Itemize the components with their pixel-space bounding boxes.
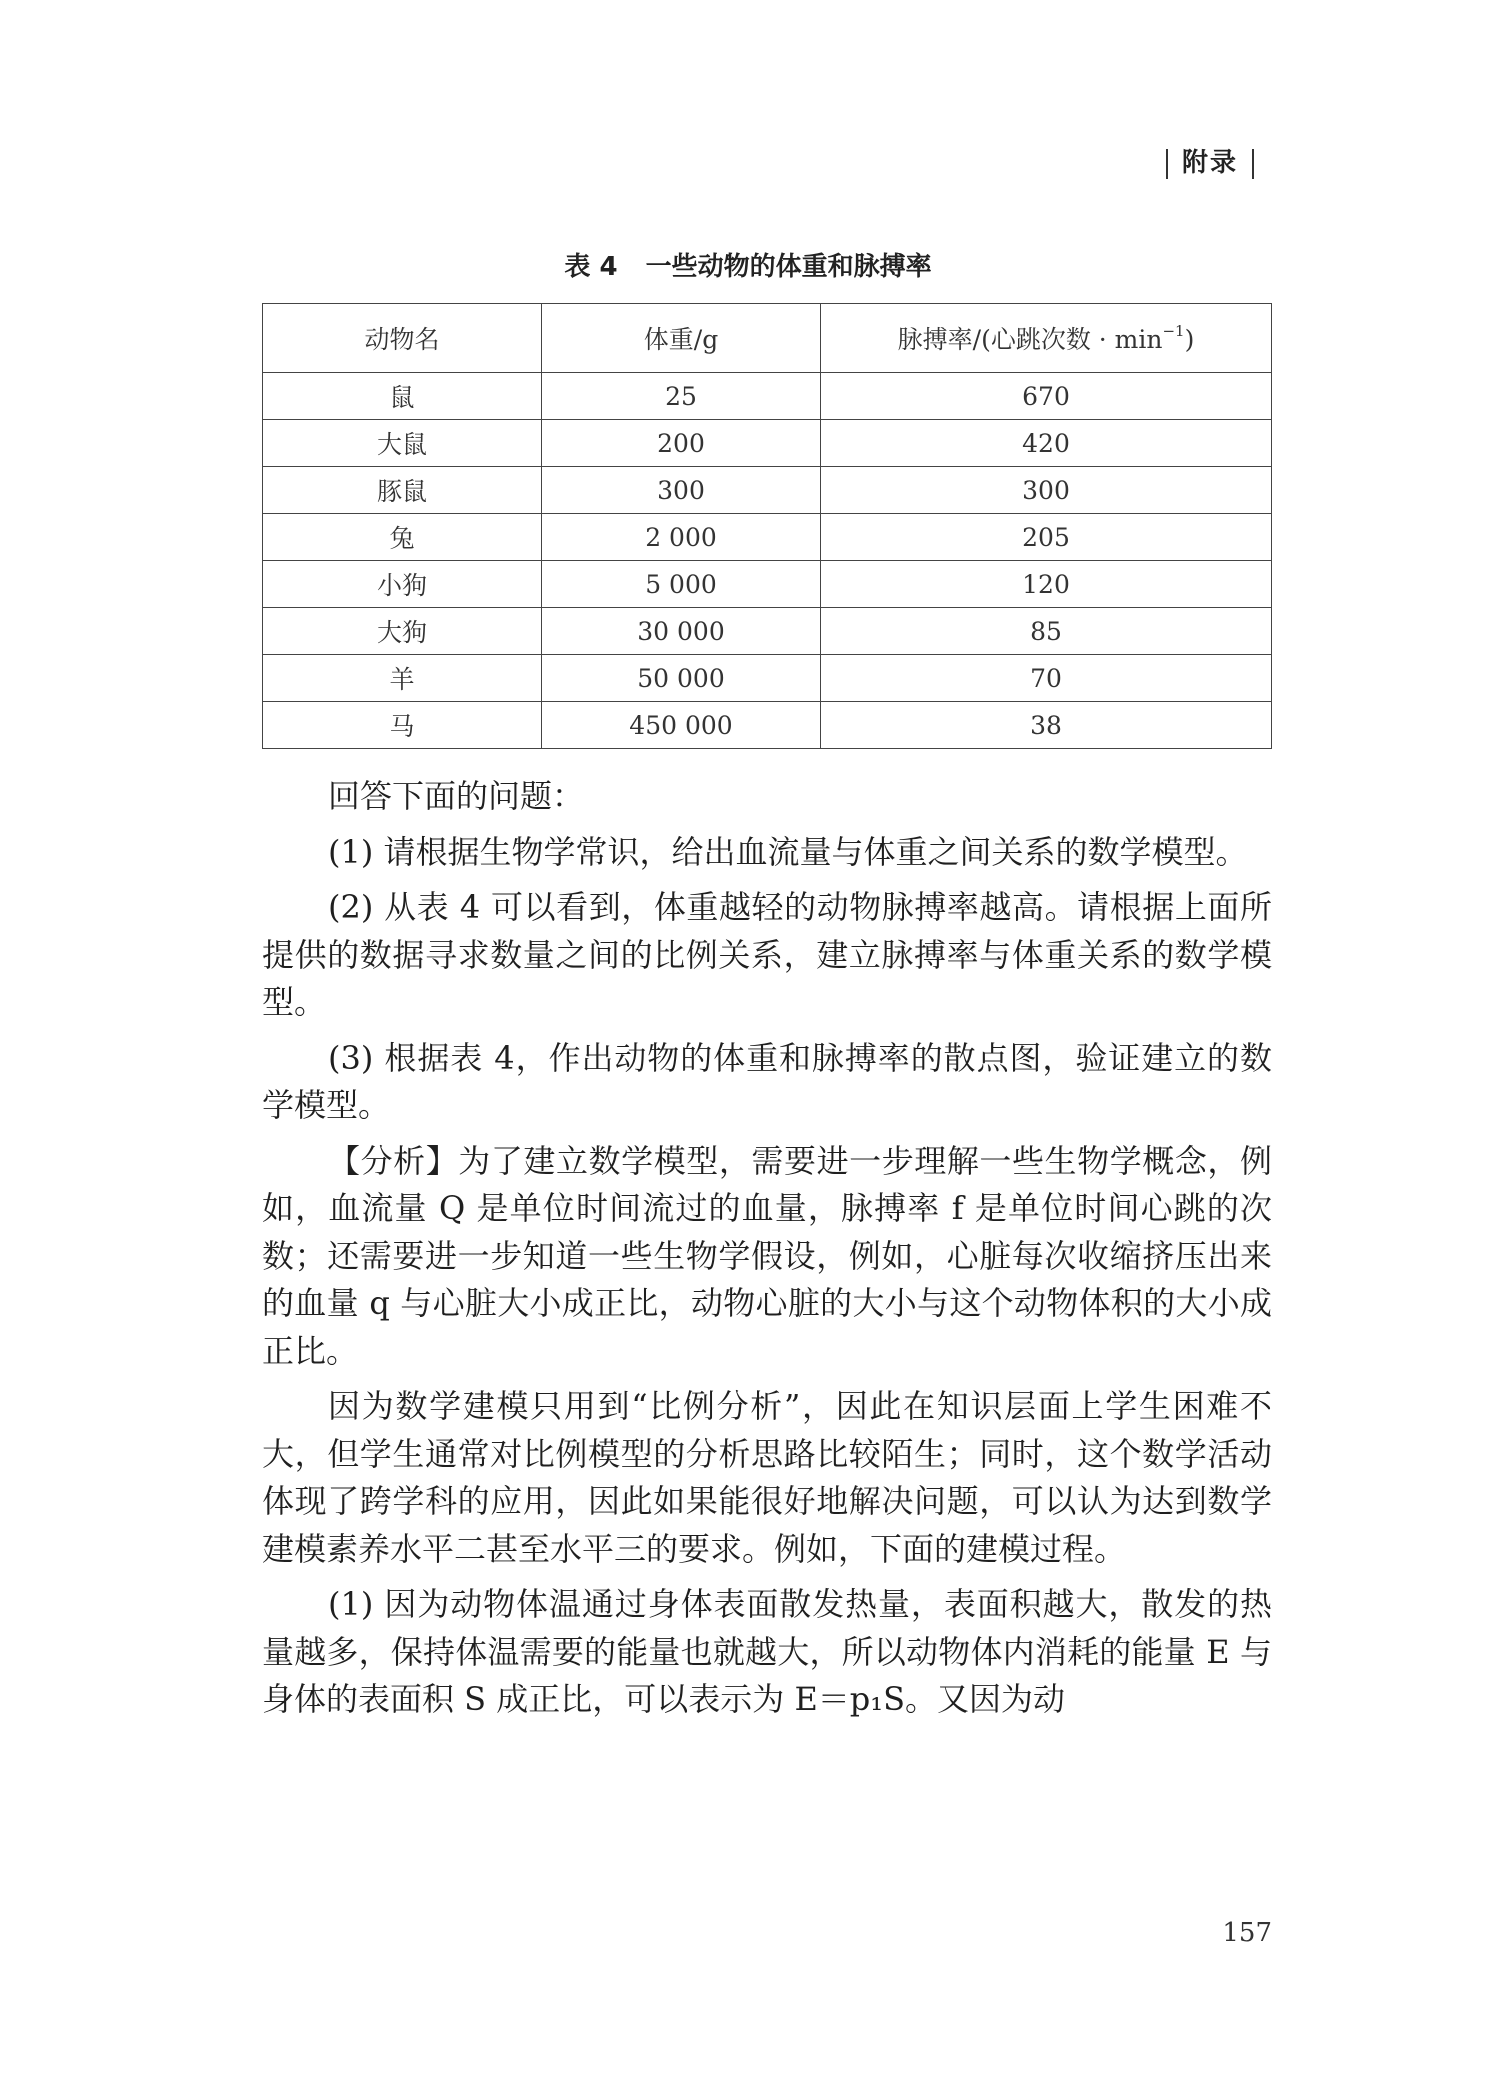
- body-text: [262, 773, 1272, 1732]
- paragraph-question-1: (1) 请根据生物学常识，给出血流量与体重之间关系的数学模型。: [328, 832, 1248, 871]
- header-bar-left: [1166, 149, 1168, 179]
- cell-name: 豚鼠: [263, 467, 542, 514]
- paragraph-analysis: 【分析】为了建立数学模型，需要进一步理解一些生物学概念，例如，血流量 Q 是单位时间流过的血量，脉搏率 f 是单位时间心跳的次数；还需要进一步知道一些生物学假设，例如，心脏每次收缩挤压出来的血量 q 与心脏大小成正比，动物心脏的大小与这个动物体积的大小成正比。: [262, 1141, 1272, 1370]
- cell-pulse: 85: [821, 608, 1272, 655]
- table-row: [263, 702, 1272, 749]
- cell-pulse: 120: [821, 561, 1272, 608]
- cell-name: 兔: [263, 514, 542, 561]
- paragraph-prompt: 回答下面的问题：: [328, 777, 585, 815]
- cell-pulse: 70: [821, 655, 1272, 702]
- header-section-title: 附录: [1181, 148, 1238, 178]
- cell-weight: 450 000: [542, 702, 821, 749]
- cell-weight: 50 000: [542, 655, 821, 702]
- cell-pulse: 420: [821, 420, 1272, 467]
- paragraph-question-3: (3) 根据表 4，作出动物的体重和脉搏率的散点图，验证建立的数学模型。: [262, 1038, 1272, 1124]
- table-caption-title: 一些动物的体重和脉搏率: [645, 252, 932, 282]
- table-row: [263, 373, 1272, 420]
- paragraph-question-2: (2) 从表 4 可以看到，体重越轻的动物脉搏率越高。请根据上面所提供的数据寻求数量之间的比例关系，建立脉搏率与体重关系的数学模型。: [262, 888, 1272, 1021]
- cell-weight: 5 000: [542, 561, 821, 608]
- column-header-pulse: [821, 304, 1272, 373]
- cell-weight: 30 000: [542, 608, 821, 655]
- cell-name: 马: [263, 702, 542, 749]
- cell-name: 鼠: [263, 373, 542, 420]
- cell-name: 小狗: [263, 561, 542, 608]
- pulse-header-suffix: ): [1184, 325, 1195, 354]
- table-row: [263, 561, 1272, 608]
- table-row: [263, 467, 1272, 514]
- cell-name: 羊: [263, 655, 542, 702]
- table-caption-number: 表 4: [564, 252, 618, 282]
- table-row: [263, 514, 1272, 561]
- table-header-row: [263, 304, 1272, 373]
- cell-pulse: 670: [821, 373, 1272, 420]
- table-caption: [0, 246, 1496, 283]
- cell-pulse: 300: [821, 467, 1272, 514]
- cell-pulse: 38: [821, 702, 1272, 749]
- cell-pulse: 205: [821, 514, 1272, 561]
- cell-weight: 2 000: [542, 514, 821, 561]
- pulse-header-prefix: 脉搏率/(心跳次数 · min: [897, 325, 1163, 354]
- header-bar-right: [1252, 149, 1254, 179]
- paragraph-modeling-step-1: (1) 因为动物体温通过身体表面散发热量，表面积越大，散发的热量越多，保持体温需要的能量也就越大，所以动物体内消耗的能量 E 与身体的表面积 S 成正比，可以表示为 E＝p₁S。又因为动: [262, 1585, 1272, 1718]
- cell-name: 大鼠: [263, 420, 542, 467]
- cell-weight: 300: [542, 467, 821, 514]
- table-row: [263, 655, 1272, 702]
- column-header-weight: 体重/g: [542, 304, 821, 373]
- cell-weight: 25: [542, 373, 821, 420]
- cell-weight: 200: [542, 420, 821, 467]
- table-row: [263, 420, 1272, 467]
- table-row: [263, 608, 1272, 655]
- cell-name: 大狗: [263, 608, 542, 655]
- running-header: [1152, 142, 1268, 179]
- column-header-name: 动物名: [263, 304, 542, 373]
- paragraph-discussion: 因为数学建模只用到“比例分析”，因此在知识层面上学生困难不大，但学生通常对比例模型的分析思路比较陌生；同时，这个数学活动体现了跨学科的应用，因此如果能很好地解决问题，可以认为达到数学建模素养水平二甚至水平三的要求。例如，下面的建模过程。: [262, 1387, 1272, 1568]
- page-number: 157: [1222, 1918, 1272, 1948]
- animal-data-table: [262, 303, 1272, 749]
- pulse-header-exponent: −1: [1162, 322, 1185, 340]
